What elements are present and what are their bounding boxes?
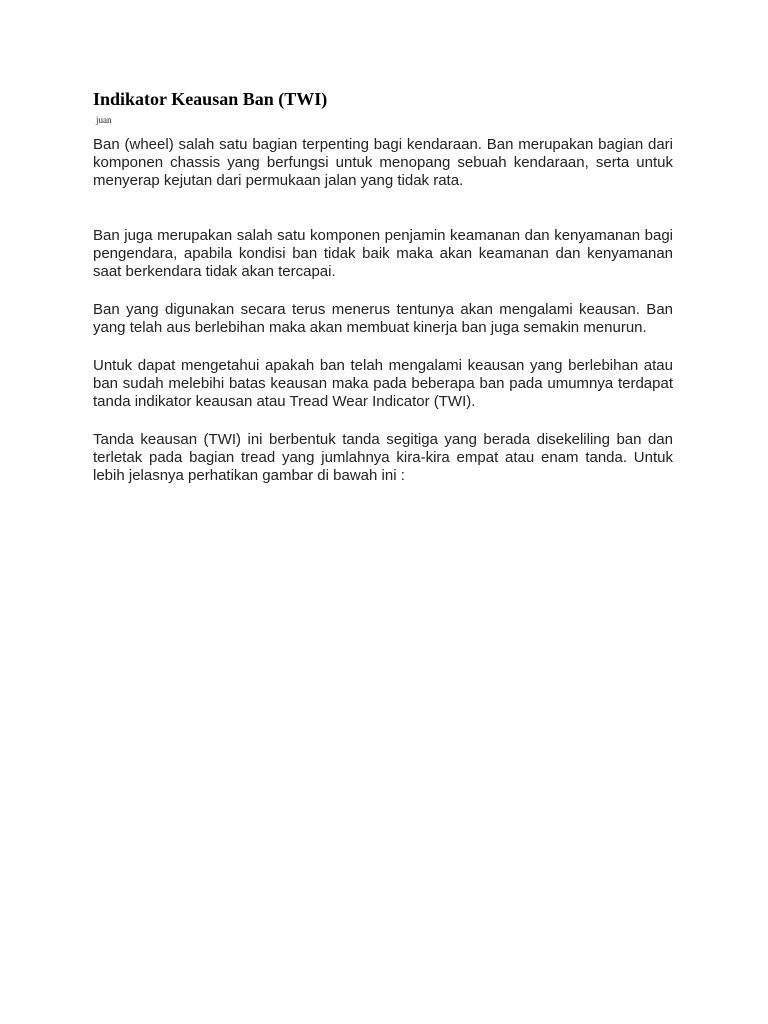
paragraph-2: Ban juga merupakan salah satu komponen penjamin keamanan dan kenyamanan bagi pengendara, apabila kondisi ban tidak baik maka akan keamanan dan kenyamanan saat berkendara tidak akan tercapai. xyxy=(93,227,673,280)
document-title: Indikator Keausan Ban (TWI) xyxy=(93,89,328,109)
document-author: juan xyxy=(96,115,112,125)
paragraph-3: Ban yang digunakan secara terus menerus tentunya akan mengalami keausan. Ban yang telah aus berlebihan maka akan membuat kinerja ban juga semakin menurun. xyxy=(93,301,673,336)
paragraph-1: Ban (wheel) salah satu bagian terpenting bagi kendaraan. Ban merupakan bagian dari komponen chassis yang berfungsi untuk menopang sebuah kendaraan, serta untuk menyerap kejutan dari permukaan jalan yang tidak rata. xyxy=(93,136,673,189)
document-body xyxy=(93,88,673,485)
paragraph-5: Tanda keausan (TWI) ini berbentuk tanda segitiga yang berada disekeliling ban dan terletak pada bagian tread yang jumlahnya kira-kira empat atau enam tanda. Untuk lebih jelasnya perhatikan gambar di bawah ini : xyxy=(93,431,673,484)
paragraph-4: Untuk dapat mengetahui apakah ban telah mengalami keausan yang berlebihan atau ban sudah melebihi batas keausan maka pada beberapa ban pada umumnya terdapat tanda indikator keausan atau Tread Wear Indicator (TWI). xyxy=(93,357,673,410)
